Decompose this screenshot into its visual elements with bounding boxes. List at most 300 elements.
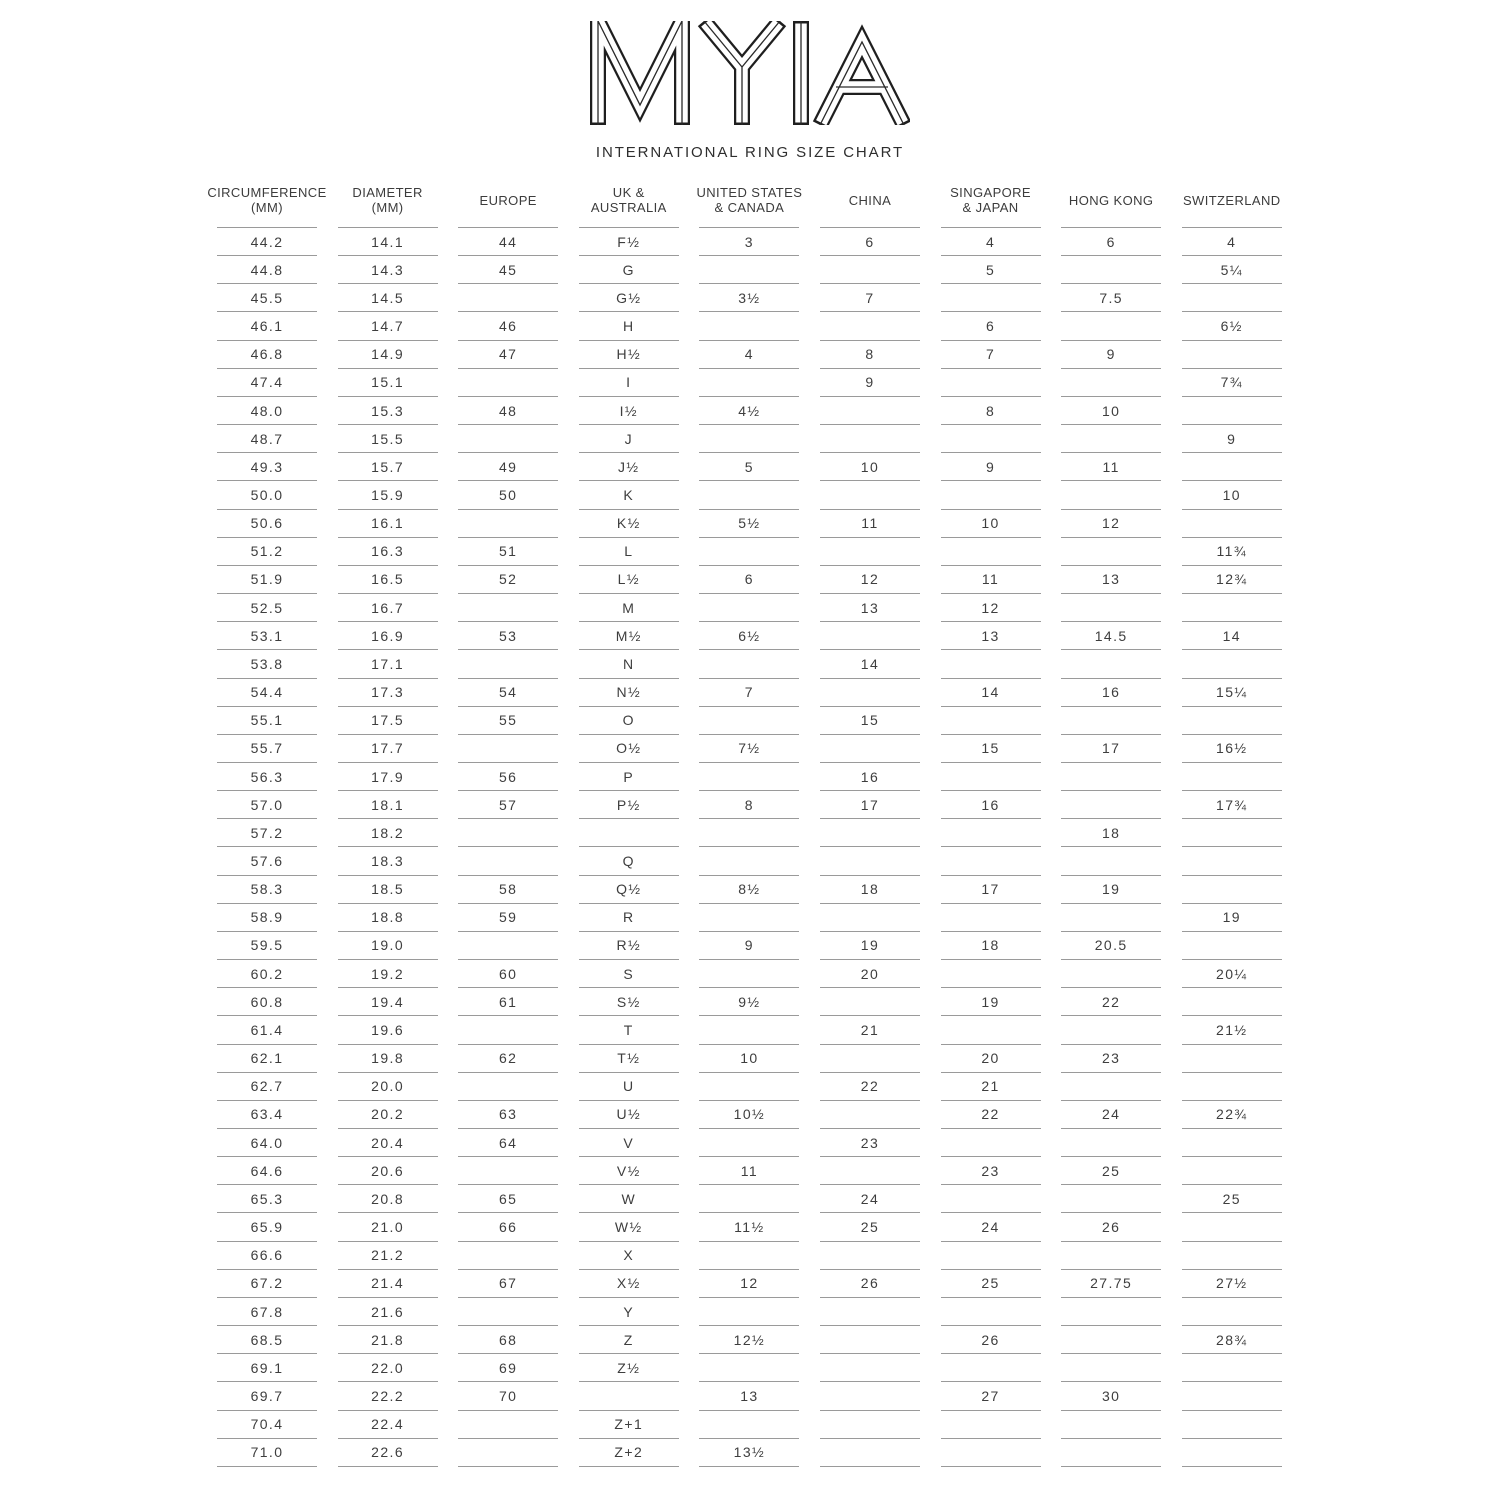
size-cell: 55 — [458, 707, 558, 735]
size-cell: 16.3 — [338, 538, 438, 566]
size-cell: 17 — [1061, 735, 1161, 763]
size-cell: 59.5 — [217, 932, 317, 960]
size-cell: 15 — [941, 735, 1041, 763]
size-cell: P½ — [579, 791, 679, 819]
size-cell — [458, 425, 558, 453]
size-cell: 13 — [699, 1382, 799, 1410]
size-cell: 16 — [941, 791, 1041, 819]
size-cell: 65.3 — [217, 1185, 317, 1213]
size-cell: 11 — [1061, 453, 1161, 481]
size-cell — [1182, 453, 1282, 481]
size-cell: 58.9 — [217, 904, 317, 932]
size-cell: 20.5 — [1061, 932, 1161, 960]
column-header-line: UNITED STATES — [696, 185, 803, 200]
size-cell — [1182, 1157, 1282, 1185]
size-cell: 56.3 — [217, 763, 317, 791]
size-cell — [1182, 594, 1282, 622]
size-cell: 24 — [941, 1213, 1041, 1241]
size-cell — [1061, 369, 1161, 397]
column-header — [696, 182, 803, 228]
size-cell: 15.7 — [338, 453, 438, 481]
size-cell: Q½ — [579, 876, 679, 904]
size-cell: 16.5 — [338, 566, 438, 594]
size-cell — [1182, 988, 1282, 1016]
size-cell: 14 — [1182, 622, 1282, 650]
size-cell — [820, 312, 920, 340]
size-cell — [1061, 1185, 1161, 1213]
size-cell: 69 — [458, 1354, 558, 1382]
size-cell: 21.2 — [338, 1242, 438, 1270]
size-cell — [699, 256, 799, 284]
size-cell: 48.7 — [217, 425, 317, 453]
size-cell: 16 — [1061, 679, 1161, 707]
size-cell: I½ — [579, 397, 679, 425]
size-cell — [1061, 1326, 1161, 1354]
size-cell — [1182, 1213, 1282, 1241]
size-cell: 51.9 — [217, 566, 317, 594]
size-cell — [699, 847, 799, 875]
size-cell — [699, 904, 799, 932]
size-cell: 12¾ — [1182, 566, 1282, 594]
size-cell — [458, 1073, 558, 1101]
size-cell: 9½ — [699, 988, 799, 1016]
size-cell: 26 — [941, 1326, 1041, 1354]
size-cell — [1182, 1298, 1282, 1326]
size-cell: 22.0 — [338, 1354, 438, 1382]
size-cell: 22 — [1061, 988, 1161, 1016]
size-cell: K½ — [579, 510, 679, 538]
column-header — [941, 182, 1041, 228]
size-cell — [820, 481, 920, 509]
size-cell: 52 — [458, 566, 558, 594]
size-cell: 46.8 — [217, 341, 317, 369]
size-cell: 11 — [699, 1157, 799, 1185]
size-cell: 14.5 — [338, 284, 438, 312]
size-cell: 21.6 — [338, 1298, 438, 1326]
size-cell: 6½ — [699, 622, 799, 650]
size-cell — [820, 397, 920, 425]
size-cell: 17.7 — [338, 735, 438, 763]
size-cell: 25 — [820, 1213, 920, 1241]
size-cell: 20.6 — [338, 1157, 438, 1185]
size-cell: O½ — [579, 735, 679, 763]
size-cell: 62 — [458, 1045, 558, 1073]
size-cell: 53.1 — [217, 622, 317, 650]
size-cell: 60.8 — [217, 988, 317, 1016]
size-cell: P — [579, 763, 679, 791]
size-cell: X — [579, 1242, 679, 1270]
size-cell: 12 — [1061, 510, 1161, 538]
size-cell: 17.5 — [338, 707, 438, 735]
size-cell: 18.5 — [338, 876, 438, 904]
column-header — [458, 182, 558, 228]
size-cell — [1061, 1411, 1161, 1439]
size-cell: 13 — [1061, 566, 1161, 594]
size-cell — [1061, 791, 1161, 819]
size-cell: 12 — [699, 1270, 799, 1298]
size-cell: 18.8 — [338, 904, 438, 932]
size-cell: 66.6 — [217, 1242, 317, 1270]
size-cell — [941, 1439, 1041, 1467]
size-cell — [699, 1185, 799, 1213]
column-header-line: EUROPE — [479, 192, 537, 208]
column-header-line: SINGAPORE — [950, 185, 1032, 200]
size-cell: 14.1 — [338, 228, 438, 256]
size-cell: 69.7 — [217, 1382, 317, 1410]
size-cell — [941, 904, 1041, 932]
chart-title: INTERNATIONAL RING SIZE CHART — [595, 144, 905, 161]
size-cell: Z — [579, 1326, 679, 1354]
size-cell: T — [579, 1016, 679, 1044]
size-cell: 16½ — [1182, 735, 1282, 763]
size-cell: 22¾ — [1182, 1101, 1282, 1129]
size-cell: 15.3 — [338, 397, 438, 425]
size-cell: 19 — [941, 988, 1041, 1016]
size-cell: 5½ — [699, 510, 799, 538]
size-cell: 23 — [1061, 1045, 1161, 1073]
column-header-line: CHINA — [848, 192, 892, 208]
size-cell: 13½ — [699, 1439, 799, 1467]
size-cell: 65 — [458, 1185, 558, 1213]
size-cell — [941, 1411, 1041, 1439]
size-cell: 7 — [820, 284, 920, 312]
size-cell: 21 — [820, 1016, 920, 1044]
size-cell: 18 — [941, 932, 1041, 960]
size-cell: Y — [579, 1298, 679, 1326]
size-cell — [699, 763, 799, 791]
size-cell — [1061, 1354, 1161, 1382]
size-cell: 65.9 — [217, 1213, 317, 1241]
size-cell: 20.4 — [338, 1129, 438, 1157]
size-cell: 11¾ — [1182, 538, 1282, 566]
size-cell: 62.7 — [217, 1073, 317, 1101]
size-cell: 4½ — [699, 397, 799, 425]
size-cell: J — [579, 425, 679, 453]
size-cell — [1182, 819, 1282, 847]
size-cell — [941, 960, 1041, 988]
size-cell: 22.6 — [338, 1439, 438, 1467]
size-cell: 48.0 — [217, 397, 317, 425]
size-cell — [699, 819, 799, 847]
size-cell: 7 — [699, 679, 799, 707]
size-cell: 20 — [820, 960, 920, 988]
size-cell — [820, 1157, 920, 1185]
size-cell: 10½ — [699, 1101, 799, 1129]
size-cell — [1061, 1298, 1161, 1326]
size-cell — [1182, 932, 1282, 960]
size-cell — [941, 284, 1041, 312]
size-cell: 67.2 — [217, 1270, 317, 1298]
size-cell — [699, 1073, 799, 1101]
size-cell — [1182, 1045, 1282, 1073]
size-cell: 11 — [820, 510, 920, 538]
size-cell — [458, 1439, 558, 1467]
size-cell: 27.75 — [1061, 1270, 1161, 1298]
size-cell — [1061, 904, 1161, 932]
size-cell: 71.0 — [217, 1439, 317, 1467]
size-cell: T½ — [579, 1045, 679, 1073]
size-cell — [1182, 650, 1282, 678]
size-cell: F½ — [579, 228, 679, 256]
size-cell: 11 — [941, 566, 1041, 594]
size-cell: 61 — [458, 988, 558, 1016]
size-cell: 16 — [820, 763, 920, 791]
size-cell: 64 — [458, 1129, 558, 1157]
column-header-line: AUSTRALIA — [590, 200, 667, 215]
size-cell: 22 — [820, 1073, 920, 1101]
size-cell — [820, 256, 920, 284]
size-cell: 45.5 — [217, 284, 317, 312]
size-cell: 14 — [820, 650, 920, 678]
size-cell — [458, 650, 558, 678]
size-cell — [699, 481, 799, 509]
column-header-line: (MM) — [251, 200, 283, 215]
size-cell: 15.9 — [338, 481, 438, 509]
size-cell: 3 — [699, 228, 799, 256]
size-cell: 47.4 — [217, 369, 317, 397]
size-cell — [820, 1326, 920, 1354]
size-cell — [699, 650, 799, 678]
size-cell: L½ — [579, 566, 679, 594]
myia-logo-svg — [590, 21, 910, 125]
size-cell: 20.0 — [338, 1073, 438, 1101]
size-cell — [1182, 341, 1282, 369]
size-cell — [820, 1411, 920, 1439]
size-cell: 14 — [941, 679, 1041, 707]
size-cell — [458, 847, 558, 875]
size-cell — [1182, 1242, 1282, 1270]
size-cell: 57 — [458, 791, 558, 819]
size-cell: L — [579, 538, 679, 566]
size-cell: 19.6 — [338, 1016, 438, 1044]
size-cell — [941, 369, 1041, 397]
size-cell — [699, 1354, 799, 1382]
size-cell: 9 — [1182, 425, 1282, 453]
size-cell — [699, 707, 799, 735]
size-cell: 60.2 — [217, 960, 317, 988]
size-cell: 53 — [458, 622, 558, 650]
size-cell: 4 — [941, 228, 1041, 256]
size-cell: 57.2 — [217, 819, 317, 847]
size-cell: 6½ — [1182, 312, 1282, 340]
size-cell: U — [579, 1073, 679, 1101]
column-header — [1061, 182, 1161, 228]
size-cell: 49.3 — [217, 453, 317, 481]
size-cell: 26 — [1061, 1213, 1161, 1241]
size-cell: 50 — [458, 481, 558, 509]
size-cell — [941, 707, 1041, 735]
size-cell: 44.8 — [217, 256, 317, 284]
size-cell: 61.4 — [217, 1016, 317, 1044]
size-cell: Q — [579, 847, 679, 875]
size-cell: 19.4 — [338, 988, 438, 1016]
size-cell: 16.1 — [338, 510, 438, 538]
size-cell — [1182, 1382, 1282, 1410]
size-cell — [1061, 1016, 1161, 1044]
size-cell: 70 — [458, 1382, 558, 1410]
size-cell: 17¾ — [1182, 791, 1282, 819]
size-cell: H½ — [579, 341, 679, 369]
size-cell: 4 — [1182, 228, 1282, 256]
size-cell: G½ — [579, 284, 679, 312]
size-cell: 19 — [1061, 876, 1161, 904]
size-cell: 21.8 — [338, 1326, 438, 1354]
size-cell: 46 — [458, 312, 558, 340]
size-cell — [699, 1298, 799, 1326]
size-cell: W — [579, 1185, 679, 1213]
size-cell: 9 — [1061, 341, 1161, 369]
size-cell — [458, 594, 558, 622]
size-cell: N½ — [579, 679, 679, 707]
size-cell: 8½ — [699, 876, 799, 904]
size-cell: 12½ — [699, 1326, 799, 1354]
size-cell: 13 — [941, 622, 1041, 650]
size-cell — [1182, 284, 1282, 312]
size-cell: 3½ — [699, 284, 799, 312]
size-cell: 19.0 — [338, 932, 438, 960]
size-cell: 15.1 — [338, 369, 438, 397]
size-cell: 52.5 — [217, 594, 317, 622]
size-cell — [458, 932, 558, 960]
size-cell: 19 — [820, 932, 920, 960]
size-cell: 17.9 — [338, 763, 438, 791]
size-cell — [941, 425, 1041, 453]
size-cell — [458, 1242, 558, 1270]
size-cell — [941, 847, 1041, 875]
size-cell: 24 — [820, 1185, 920, 1213]
size-cell: 15 — [820, 707, 920, 735]
size-cell: 59 — [458, 904, 558, 932]
size-cell: 22.4 — [338, 1411, 438, 1439]
size-cell — [1182, 1411, 1282, 1439]
size-cell — [1182, 510, 1282, 538]
column-header-line: (MM) — [371, 200, 404, 215]
size-cell: 6 — [941, 312, 1041, 340]
size-cell — [1182, 847, 1282, 875]
size-cell: 8 — [820, 341, 920, 369]
size-cell: 57.6 — [217, 847, 317, 875]
ring-size-table — [207, 182, 1282, 1467]
size-cell: 54 — [458, 679, 558, 707]
size-cell — [1061, 256, 1161, 284]
column-header-line: HONG KONG — [1068, 192, 1154, 208]
size-cell: 21.0 — [338, 1213, 438, 1241]
size-cell: 58 — [458, 876, 558, 904]
size-cell — [1061, 1439, 1161, 1467]
size-cell: 53.8 — [217, 650, 317, 678]
size-cell — [820, 819, 920, 847]
size-cell: 60 — [458, 960, 558, 988]
size-cell: 49 — [458, 453, 558, 481]
size-cell: 5 — [699, 453, 799, 481]
size-cell: 21 — [941, 1073, 1041, 1101]
size-cell: 44.2 — [217, 228, 317, 256]
size-cell: Z½ — [579, 1354, 679, 1382]
size-cell: 67.8 — [217, 1298, 317, 1326]
size-cell — [941, 481, 1041, 509]
size-cell — [458, 1016, 558, 1044]
size-cell — [458, 735, 558, 763]
size-cell: 7.5 — [1061, 284, 1161, 312]
size-cell: R — [579, 904, 679, 932]
size-cell: M½ — [579, 622, 679, 650]
size-cell: 12 — [941, 594, 1041, 622]
size-cell — [1061, 847, 1161, 875]
size-cell: 8 — [699, 791, 799, 819]
size-cell: U½ — [579, 1101, 679, 1129]
size-cell: 14.3 — [338, 256, 438, 284]
size-cell: H — [579, 312, 679, 340]
size-cell — [1182, 876, 1282, 904]
size-cell — [820, 679, 920, 707]
size-cell: 23 — [820, 1129, 920, 1157]
size-cell: 44 — [458, 228, 558, 256]
size-cell: 10 — [1182, 481, 1282, 509]
size-cell: 45 — [458, 256, 558, 284]
size-cell: 6 — [699, 566, 799, 594]
size-cell — [1061, 594, 1161, 622]
size-cell: 11½ — [699, 1213, 799, 1241]
size-cell: 64.6 — [217, 1157, 317, 1185]
size-cell — [458, 1298, 558, 1326]
size-cell: 50.0 — [217, 481, 317, 509]
size-cell: 17.1 — [338, 650, 438, 678]
size-cell — [1061, 1242, 1161, 1270]
size-cell — [820, 1101, 920, 1129]
size-cell: 25 — [1061, 1157, 1161, 1185]
size-cell: 27½ — [1182, 1270, 1282, 1298]
size-cell: 10 — [1061, 397, 1161, 425]
size-cell: 67 — [458, 1270, 558, 1298]
size-cell — [699, 312, 799, 340]
size-cell: O — [579, 707, 679, 735]
size-cell: 7¾ — [1182, 369, 1282, 397]
size-cell — [941, 1129, 1041, 1157]
size-cell — [820, 847, 920, 875]
size-cell — [1061, 1073, 1161, 1101]
size-cell: 7½ — [699, 735, 799, 763]
size-cell — [1182, 707, 1282, 735]
size-cell: 46.1 — [217, 312, 317, 340]
size-cell: 47 — [458, 341, 558, 369]
size-cell: 9 — [820, 369, 920, 397]
size-cell: X½ — [579, 1270, 679, 1298]
size-cell: 68 — [458, 1326, 558, 1354]
size-cell — [820, 1298, 920, 1326]
column-header — [820, 182, 920, 228]
size-cell: K — [579, 481, 679, 509]
size-cell: 20.8 — [338, 1185, 438, 1213]
size-cell: 19 — [1182, 904, 1282, 932]
size-cell: 6 — [820, 228, 920, 256]
size-cell — [1182, 1129, 1282, 1157]
size-cell: 18.1 — [338, 791, 438, 819]
size-cell — [699, 425, 799, 453]
size-cell: 10 — [699, 1045, 799, 1073]
size-cell: 18 — [820, 876, 920, 904]
size-cell: 27 — [941, 1382, 1041, 1410]
size-cell: 62.1 — [217, 1045, 317, 1073]
size-cell: 20 — [941, 1045, 1041, 1073]
size-cell: 63.4 — [217, 1101, 317, 1129]
size-cell: 56 — [458, 763, 558, 791]
size-cell: 22 — [941, 1101, 1041, 1129]
size-cell: 12 — [820, 566, 920, 594]
size-cell — [458, 819, 558, 847]
size-cell — [458, 510, 558, 538]
size-cell — [1061, 1129, 1161, 1157]
size-cell: R½ — [579, 932, 679, 960]
